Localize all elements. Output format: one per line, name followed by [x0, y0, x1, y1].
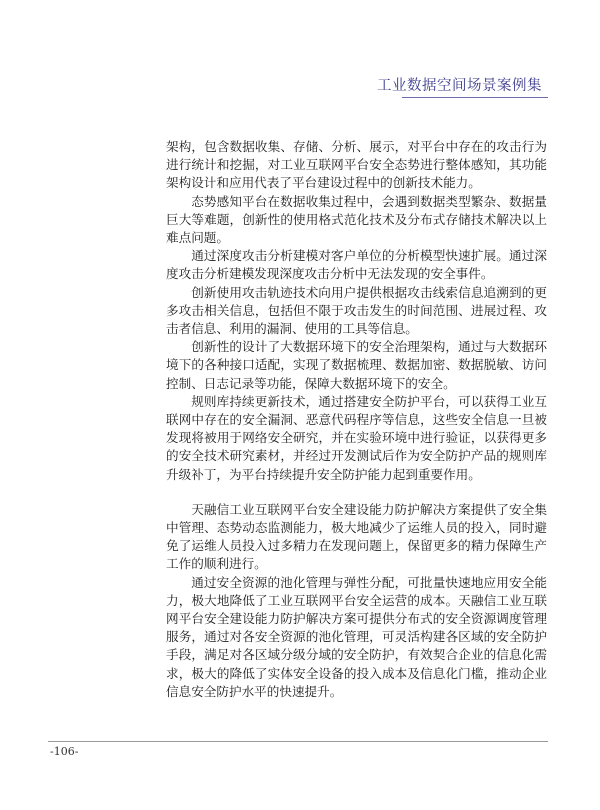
- running-header-title: 工业数据空间场景案例集: [377, 78, 542, 94]
- body-text: [166, 138, 547, 701]
- paragraph: 规则库持续更新技术，通过搭建安全防护平台，可以获得工业互联网中存在的安全漏洞、恶意代码程序等信息，这些安全信息一旦被发现将被用于网络安全研究，并在实验环境中进行验证，以获得更多的安全技术研究素材，并经过开发测试后作为安全防护产品的规则库升级补丁，为平台持续提升安全防护能力起到重要作用。: [166, 393, 547, 482]
- page-number: -106-: [50, 745, 79, 758]
- paragraph: 通过深度攻击分析建模对客户单位的分析模型快速扩展。通过深度攻击分析建模发现深度攻击分析中无法发现的安全事件。: [166, 248, 547, 282]
- paragraph: 架构，包含数据收集、存储、分析、展示，对平台中存在的攻击行为进行统计和挖掘，对工业互联网平台安全态势进行整体感知，其功能架构设计和应用代表了平台建设过程中的创新技术能力。: [166, 139, 547, 191]
- paragraph: 态势感知平台在数据收集过程中，会遇到数据类型繁杂、数据量巨大等难题，创新性的使用格式范化技术及分布式存储技术解决以上难点问题。: [166, 193, 547, 246]
- footer-rule: [48, 741, 548, 742]
- paragraph: 天融信工业互联网平台安全建设能力防护解决方案提供了安全集中管理、态势动态监测能力，极大地减少了运维人员的投入，同时避免了运维人员投入过多精力在发现问题上，保留更多的精力保障生产工作的顺利进行。: [166, 501, 547, 572]
- paragraph: 创新性的设计了大数据环境下的安全治理架构，通过与大数据环境下的各种接口适配，实现了数据梳理、数据加密、数据脱敏、访问控制、日志记录等功能，保障大数据环境下的安全。: [166, 339, 547, 391]
- header-rule: [402, 97, 548, 98]
- paragraph: 创新使用攻击轨迹技术向用户提供根据攻击线索信息追溯到的更多攻击相关信息，包括但不限于攻击发生的时间范围、进展过程、攻击者信息、利用的漏洞、使用的工具等信息。: [166, 284, 547, 337]
- paragraph: 通过安全资源的池化管理与弹性分配，可批量快速地应用安全能力，极大地降低了工业互联网平台安全运营的成本。天融信工业互联网平台安全建设能力防护解决方案可提供分布式的安全资源调度管理服务，通过对各安全资源的池化管理，可灵活构建各区域的安全防护手段，满足对各区域分级分域的安全防护，有效契合企业的信息化需求，极大的降低了实体安全设备的投入成本及信息化门槛，推动企业信息安全防护水平的快速提升。: [166, 574, 547, 699]
- section-gap: [166, 484, 547, 501]
